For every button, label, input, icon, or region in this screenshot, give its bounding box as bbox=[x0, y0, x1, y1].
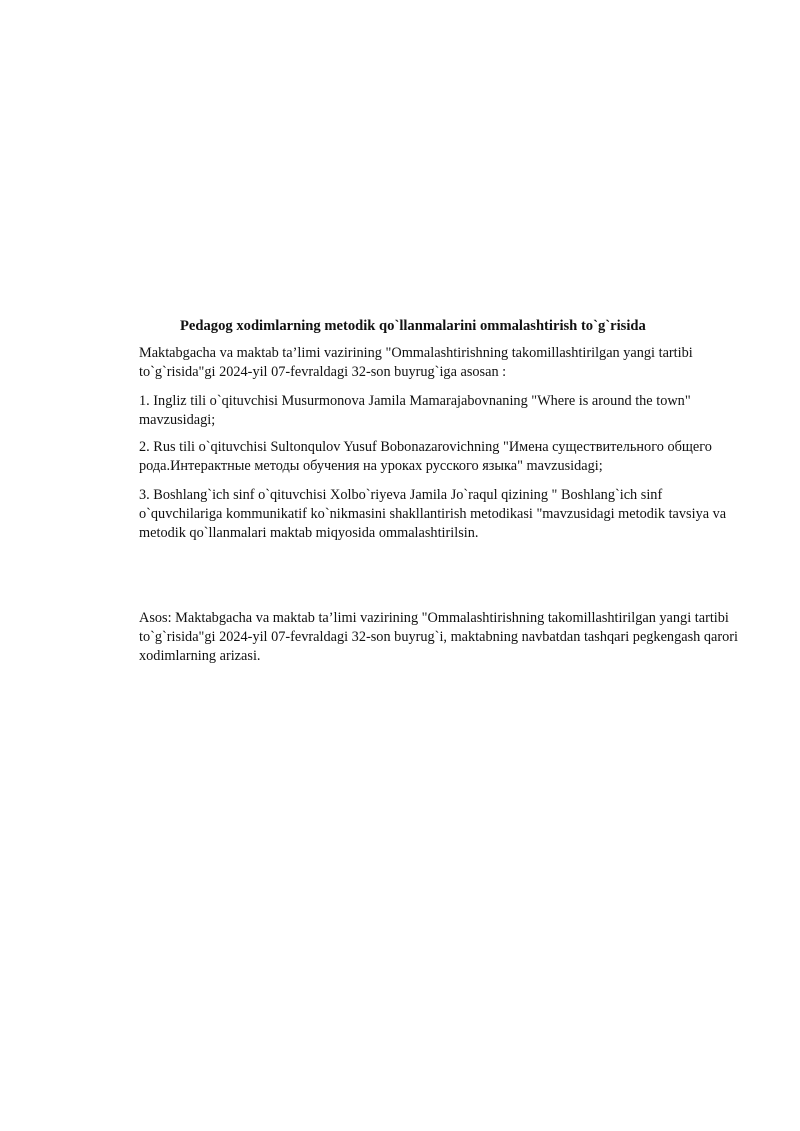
order-item-2: 2. Rus tili o`qituvchisi Sultonqulov Yusuf Bobonazarovichning "Имена существительного общего рода.Интерактные методы обучения на уроках русского языка" mavzusidagi; bbox=[139, 439, 712, 474]
intro-paragraph: Maktabgacha va maktab ta’limi vazirining "Ommalashtirishning takomillashtirilgan yangi tartibi to`g`risida"gi 2024-yil 07-fevraldagi 32-son buyrug`iga asosan : bbox=[139, 345, 693, 380]
order-item-3: 3. Boshlang`ich sinf o`qituvchisi Xolbo`riyeva Jamila Jo`raqul qizining " Boshlang`ich sinf o`quvchilariga kommunikatif ko`nikmasini shakllantirish metodikasi "mavzusidagi metodik tavsiya va metodik qo`llanmalari maktab miqyosida ommalashtirilsin. bbox=[139, 487, 727, 541]
order-item-1: 1. Ingliz tili o`qituvchisi Musurmonova Jamila Mamarajabovnaning "Where is around the town" mavzusidagi; bbox=[139, 393, 691, 428]
document-title: Pedagog xodimlarning metodik qo`llanmalarini ommalashtirish to`g`risida bbox=[180, 318, 646, 334]
basis-paragraph: Asos: Maktabgacha va maktab ta’limi vazirining "Ommalashtirishning takomillashtirilgan yangi tartibi to`g`risida"gi 2024-yil 07-fevraldagi 32-son buyrug`i, maktabning navbatdan tashqari pegkengash qarori xodimlarning arizasi. bbox=[139, 610, 738, 664]
